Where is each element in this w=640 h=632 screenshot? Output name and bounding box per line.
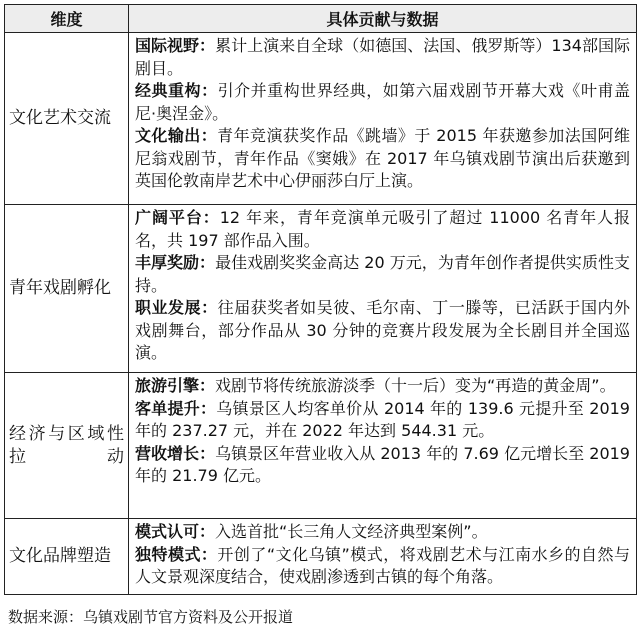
item-label: 职业发展：	[135, 298, 218, 317]
content-cell	[129, 373, 637, 519]
table-row	[5, 373, 637, 519]
list-item	[135, 398, 630, 443]
item-text: 乌镇景区人均客单价从 2014 年的 139.6 元提升至 2019 年的 237.27 元，并在 2022 年达到 544.31 元。	[135, 398, 630, 440]
table-row	[5, 205, 637, 373]
item-text: 引介并重构世界经典，如第六届戏剧节开幕大戏《叶甫盖尼·奥涅金》。	[135, 81, 630, 123]
item-text: 开创了“文化乌镇”模式，将戏剧艺术与江南水乡的自然与人文景观深度结合，使戏剧渗透到古镇的每个角落。	[135, 544, 630, 586]
contribution-table	[4, 4, 637, 595]
content-cell	[129, 205, 637, 373]
content-cell	[129, 33, 637, 205]
item-label: 模式认可：	[135, 522, 216, 541]
list-item	[135, 35, 630, 80]
list-item	[135, 125, 630, 193]
item-text: 最佳戏剧奖奖金高达 20 万元，为青年创作者提供实质性支持。	[135, 253, 630, 295]
item-text: 往届获奖者如吴彼、毛尔南、丁一滕等，已活跃于国内外戏剧舞台，部分作品从 30 分钟的竞赛片段发展为全长剧目并全国巡演。	[135, 298, 630, 362]
content-cell	[129, 519, 637, 595]
item-label: 经典重构：	[135, 81, 218, 100]
header-contribution: 具体贡献与数据	[129, 5, 637, 33]
item-label: 旅游引擎：	[135, 376, 216, 395]
list-item	[135, 80, 630, 125]
list-item	[135, 207, 630, 252]
item-label: 营收增长：	[135, 443, 216, 463]
dimension-cell: 青年戏剧孵化	[5, 205, 129, 373]
item-label: 文化输出：	[135, 126, 218, 145]
item-text: 戏剧节将传统旅游淡季（十一后）变为“再造的黄金周”。	[215, 376, 616, 395]
item-label: 广阔平台：	[135, 208, 220, 227]
list-item	[135, 375, 630, 398]
item-label: 丰厚奖励：	[135, 253, 216, 272]
item-text: 青年竞演获奖作品《跳墙》于 2015 年获邀参加法国阿维尼翁戏剧节，青年作品《窦娥》在 2017 年乌镇戏剧节演出后获邀到英国伦敦南岸艺术中心伊丽莎白厅上演。	[135, 126, 630, 190]
list-item	[135, 252, 630, 297]
item-label: 国际视野：	[135, 36, 216, 55]
dimension-cell: 文化品牌塑造	[5, 519, 129, 595]
list-item	[135, 297, 630, 365]
list-item	[135, 443, 630, 488]
item-text: 累计上演来自全球（如德国、法国、俄罗斯等）134部国际剧目。	[135, 36, 630, 78]
item-text: 入选首批“长三角人文经济典型案例”。	[215, 522, 488, 541]
header-dimension: 维度	[5, 5, 129, 33]
list-item	[135, 544, 630, 589]
dimension-cell: 经济与区域性拉动	[5, 373, 129, 519]
table-row	[5, 33, 637, 205]
dimension-cell: 文化艺术交流	[5, 33, 129, 205]
table-header-row	[5, 5, 637, 33]
list-item	[135, 521, 630, 544]
item-label: 客单提升：	[135, 398, 217, 418]
item-text: 乌镇景区年营业收入从 2013 年的 7.69 亿元增长至 2019 年的 21.79 亿元。	[135, 443, 630, 485]
item-text: 12 年来，青年竞演单元吸引了超过 11000 名青年人报名，共 197 部作品入围。	[135, 208, 630, 250]
item-label: 独特模式：	[135, 544, 218, 564]
data-source-note: 数据来源：乌镇戏剧节官方资料及公开报道	[8, 608, 294, 626]
table-row	[5, 519, 637, 595]
